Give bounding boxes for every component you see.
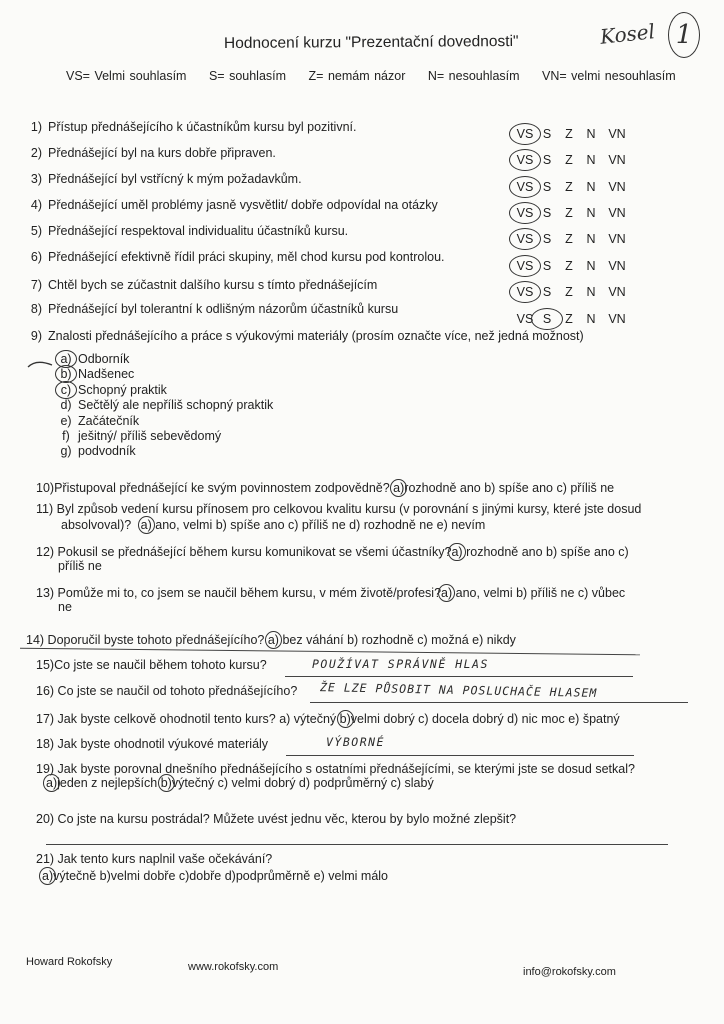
q13-option-a[interactable]: a): [441, 586, 453, 600]
legend-vs: VS= Velmi souhlasím: [66, 69, 187, 83]
question-text: Přednášející efektivně řídil práci skupiny, měl chod kursu pod kontrolou.: [48, 250, 445, 264]
q14-underline: [20, 648, 640, 655]
question-17: 17) Jak byste celkově ohodnotil tento kurs? a) výtečný b)velmi dobrý c) docela dobrý d) nic moc e) špatný: [36, 712, 620, 726]
question-number: 6): [30, 250, 42, 264]
rating-option-z[interactable]: Z: [565, 232, 573, 246]
rating-option-n[interactable]: N: [586, 312, 596, 326]
option-text: Odborník: [78, 352, 130, 366]
rating-option-vn[interactable]: VN: [608, 206, 626, 220]
question-3: [22, 172, 302, 186]
q18-answer: VÝBORNÉ: [326, 735, 385, 749]
question-number: 8): [30, 302, 42, 316]
footer-website[interactable]: www.rokofsky.com: [188, 961, 279, 973]
rating-option-n[interactable]: N: [586, 153, 596, 167]
q9-option-4[interactable]: [58, 398, 273, 412]
q9-option-2[interactable]: [58, 367, 134, 381]
rating-legend: [66, 69, 694, 83]
rating-scale-q6: [514, 259, 632, 273]
q9-option-1[interactable]: [58, 352, 129, 366]
question-9: 9) Znalosti přednášejícího a práce s výukovými materiály (prosím označte více, než jedná možnost): [30, 329, 584, 343]
q9-option-7[interactable]: [58, 444, 136, 458]
question-text: Chtěl bych se zúčastnit dalšího kursu s tímto přednášejícím: [48, 278, 378, 292]
q16-answer: ŽE LZE PŮSOBIT NA POSLUCHAČE HLASEM: [319, 680, 598, 700]
question-12: 12) Pokusil se přednášející během kursu komunikovat se všemi účastníky?a) rozhodně ano b) spíše ano c) příliš ne: [36, 545, 629, 573]
q9-option-6[interactable]: [58, 429, 221, 443]
question-21: 21) Jak tento kurs naplnil vaše očekávání? a)výtečně b)velmi dobře c)dobře d)podprůměrně e) velmi málo: [36, 852, 388, 883]
rating-scale-q7: [514, 285, 632, 299]
question-number: 7): [30, 278, 42, 292]
rating-option-vn[interactable]: VN: [608, 180, 626, 194]
rating-option-s[interactable]: S: [542, 285, 552, 299]
question-6: [22, 250, 445, 264]
rating-option-vn[interactable]: VN: [608, 127, 626, 141]
question-number: 4): [30, 198, 42, 212]
question-number: 5): [30, 224, 42, 238]
question-text: Přednášející byl na kurs dobře připraven.: [48, 146, 276, 160]
rating-option-z[interactable]: Z: [565, 153, 573, 167]
q15-answer: POUŽÍVAT SPRÁVNĚ HLAS: [312, 657, 489, 671]
q17-option-b[interactable]: b): [339, 712, 351, 726]
rating-scale-q8: [514, 312, 632, 326]
rating-option-n[interactable]: N: [586, 127, 596, 141]
option-text: Sečtělý ale nepříliš schopný praktik: [78, 398, 274, 413]
legend-s: S= souhlasím: [208, 69, 287, 83]
rating-option-vs[interactable]: VS: [514, 180, 536, 194]
rating-option-vn[interactable]: VN: [608, 285, 626, 299]
option-text: ješitný/ příliš sebevědomý: [78, 429, 222, 443]
question-5: [22, 224, 348, 238]
rating-scale-q1: [514, 127, 632, 141]
rating-option-vn[interactable]: VN: [608, 259, 626, 273]
footer-email[interactable]: info@rokofsky.com: [523, 966, 616, 978]
question-1: [22, 120, 356, 134]
q21-option-a[interactable]: a): [42, 869, 54, 883]
rating-option-s[interactable]: S: [542, 180, 552, 194]
question-20: 20) Co jste na kursu postrádal? Můžete uvést jednu věc, kterou by bylo možné zlepšit?: [36, 812, 517, 826]
rating-option-vs[interactable]: VS: [514, 232, 536, 246]
question-19: 19) Jak byste porovnal dnešního přednášejícího s ostatními přednášejícími, se kterými jste se dosud setkal? a)jeden z nejlepších b)výtečný c) velmi dobrý d) podprůměrný c) slabý: [36, 762, 635, 790]
question-number: 1): [30, 120, 42, 134]
rating-option-n[interactable]: N: [586, 285, 596, 299]
rating-option-vs[interactable]: VS: [514, 153, 536, 167]
rating-option-vs[interactable]: VS: [514, 127, 536, 141]
footer-name: Howard Rokofsky: [26, 956, 113, 968]
question-14: 14) Doporučil byste tohoto přednášejícího? a) bez váhání b) rozhodně c) možná e) nikdy: [26, 633, 516, 647]
option-text: Schopný praktik: [78, 382, 167, 397]
q14-option-a[interactable]: a): [267, 633, 279, 647]
option-letter: d): [60, 398, 72, 413]
rating-option-s[interactable]: S: [542, 232, 552, 246]
handwritten-number: 1: [668, 12, 700, 58]
rating-scale-q2: [514, 153, 632, 167]
rating-option-s[interactable]: S: [542, 153, 552, 167]
q12-option-a[interactable]: a): [451, 545, 463, 559]
q11-option-a[interactable]: a): [140, 518, 152, 532]
legend-n: N= nesouhlasím: [427, 69, 520, 83]
legend-vn: VN= velmi nesouhlasím: [542, 69, 676, 83]
handwritten-name: Kosel: [598, 19, 657, 49]
q20-answer-line: [46, 844, 668, 845]
question-4: [22, 198, 438, 212]
question-15: 15)Co jste se naučil během tohoto kursu?: [36, 658, 267, 672]
rating-option-z[interactable]: Z: [565, 206, 573, 220]
question-16: 16) Co jste se naučil od tohoto přednášejícího?: [36, 684, 298, 698]
rating-option-n[interactable]: N: [586, 232, 596, 246]
q16-answer-line: [310, 702, 688, 703]
rating-option-z[interactable]: Z: [565, 259, 573, 273]
question-18: 18) Jak byste ohodnotil výukové materiály: [36, 737, 269, 751]
option-text: podvodník: [78, 444, 136, 459]
q9-option-5[interactable]: [58, 414, 139, 428]
rating-option-s[interactable]: S: [542, 259, 552, 273]
rating-option-vn[interactable]: VN: [608, 312, 626, 326]
question-number: 2): [30, 146, 42, 160]
q9-option-3[interactable]: [58, 383, 167, 397]
question-7: [22, 278, 377, 292]
rating-option-vs[interactable]: VS: [514, 206, 536, 220]
question-text: Přednášející uměl problémy jasně vysvětlit/ dobře odpovídal na otázky: [48, 198, 438, 212]
rating-option-vn[interactable]: VN: [608, 153, 626, 167]
rating-option-z[interactable]: Z: [565, 180, 573, 194]
question-2: [22, 146, 276, 160]
q10-option-a[interactable]: a): [393, 481, 405, 495]
question-8: [22, 302, 398, 316]
rating-option-vn[interactable]: VN: [608, 232, 626, 246]
rating-option-n[interactable]: N: [586, 180, 596, 194]
option-letter: b): [58, 367, 74, 381]
rating-scale-q5: [514, 232, 632, 246]
q15-answer-line: [285, 676, 633, 677]
rating-option-vs[interactable]: VS: [516, 312, 534, 326]
rating-option-s[interactable]: S: [542, 206, 552, 220]
question-text: Přednášející byl tolerantní k odlišným názorům účastníků kursu: [48, 302, 399, 316]
rating-option-s[interactable]: S: [542, 127, 552, 141]
question-11: 11) Byl způsob vedení kursu přínosem pro celkovou kvalitu kursu (v porovnání s jinými kursy, které jste dosud absolvoval)? a) ano, velmi b) spíše ano c) příliš ne d) rozhodně ne e) nevím: [36, 502, 642, 532]
rating-option-z[interactable]: Z: [565, 312, 573, 326]
option-text: Nadšenec: [78, 367, 135, 382]
rating-option-z[interactable]: Z: [565, 127, 573, 141]
rating-option-vs[interactable]: VS: [514, 285, 536, 299]
option-letter: f): [62, 429, 70, 443]
q19-option-a[interactable]: a): [46, 776, 58, 790]
question-number: 3): [30, 172, 42, 186]
rating-option-s[interactable]: S: [536, 312, 558, 326]
q19-option-b[interactable]: b): [160, 776, 172, 790]
legend-z: Z= nemám názor: [308, 69, 406, 83]
question-10: 10)Přistupoval přednášející ke svým povinnostem zodpovědně? a)rozhodně ano b) spíše ano c) příliš ne: [36, 481, 615, 495]
option-letter: a): [58, 352, 74, 366]
option-letter: g): [60, 444, 72, 459]
question-13: 13) Pomůže mi to, co jsem se naučil během kursu, v mém životě/profesi?a) ano, velmi b) příliš ne c) vůbec ne: [36, 586, 626, 614]
q9-pen-mark: [26, 358, 54, 376]
rating-scale-q4: [514, 206, 632, 220]
option-text: Začátečník: [78, 413, 140, 428]
rating-option-n[interactable]: N: [586, 259, 596, 273]
option-letter: c): [58, 383, 74, 397]
question-text: Přístup přednášejícího k účastníkům kursu byl pozitivní.: [48, 120, 357, 134]
question-text: Přednášející respektoval individualitu účastníků kursu.: [48, 224, 349, 238]
q18-answer-line: [286, 755, 634, 756]
question-text: Přednášející byl vstřícný k mým požadavkům.: [48, 172, 302, 186]
rating-option-z[interactable]: Z: [565, 285, 573, 299]
rating-option-n[interactable]: N: [586, 206, 596, 220]
option-letter: e): [60, 413, 72, 428]
rating-scale-q3: [514, 180, 632, 194]
rating-option-vs[interactable]: VS: [514, 259, 536, 273]
page-title: Hodnocení kurzu "Prezentační dovednosti": [223, 32, 519, 53]
